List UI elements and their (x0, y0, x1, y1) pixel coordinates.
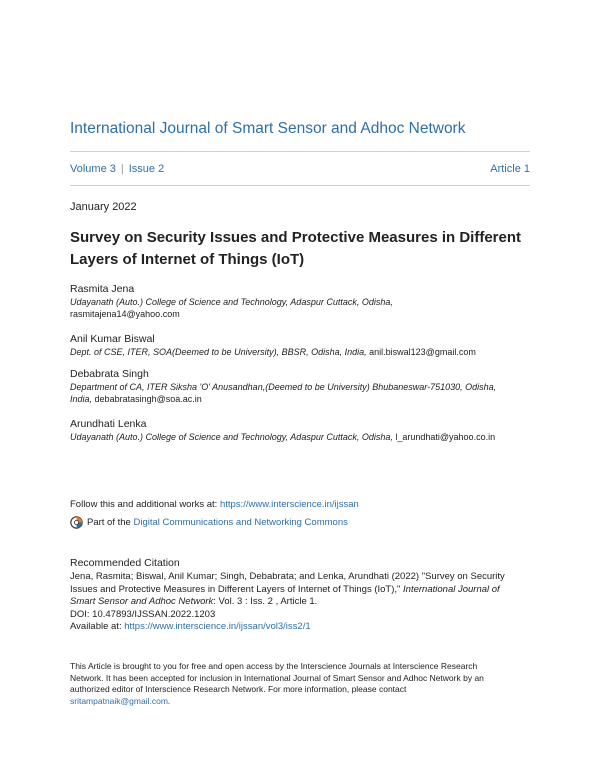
follow-link[interactable]: https://www.interscience.in/ijssan (219, 499, 359, 510)
available-link[interactable]: https://www.interscience.in/ijssan/vol3/iss2/1 (124, 621, 311, 632)
bottom-divider (70, 185, 530, 186)
citation-line (70, 584, 540, 597)
affiliation-text: India, (70, 394, 93, 404)
follow-text: Follow this and additional works at: (70, 499, 218, 510)
affiliation-text: Udayanath (Auto.) College of Science and Technology, Adaspur Cuttack, Odisha, (70, 297, 393, 307)
notice-line: authorized editor of Interscience Research Network. For more information, please contact (70, 684, 407, 694)
commons-link[interactable]: Digital Communications and Networking Commons (133, 517, 348, 528)
available-label: Available at: (70, 621, 122, 632)
publication-date: January 2022 (70, 201, 137, 213)
affiliation-text: Department of CA, ITER Siksha 'O' Anusandhan,(Deemed to be University) Bhubaneswar-751030, Odisha, (70, 382, 497, 392)
author-email: l_arundhati@yahoo.co.in (395, 432, 496, 442)
author-name: Anil Kumar Biswal (70, 333, 155, 345)
author-affiliation-cont (70, 393, 550, 405)
author-affiliation (70, 346, 550, 358)
article-link[interactable]: Article 1 (490, 163, 530, 175)
citation-line (70, 596, 540, 609)
citation-body (70, 571, 540, 634)
commons-network-icon (70, 516, 83, 529)
part-of-line (70, 516, 348, 529)
affiliation-text: Udayanath (Auto.) College of Science and Technology, Adaspur Cuttack, Odisha, (70, 432, 393, 442)
citation-journal: Smart Sensor and Adhoc Network (70, 596, 214, 607)
citation-text: : Vol. 3 : Iss. 2 , Article 1. (213, 596, 318, 607)
citation-heading: Recommended Citation (70, 557, 180, 569)
follow-line (70, 499, 359, 510)
notice-line: Network. It has been accepted for inclusion in International Journal of Smart Sensor and Adhoc Network by an (70, 672, 484, 683)
paper-title-line2: Layers of Internet of Things (IoT) (70, 251, 305, 268)
author-affiliation (70, 381, 550, 393)
notice-line (70, 696, 540, 708)
author-name: Arundhati Lenka (70, 418, 147, 430)
paper-title-line1: Survey on Security Issues and Protective Measures in Different (70, 229, 521, 246)
top-divider (70, 151, 530, 152)
citation-doi: DOI: 10.47893/IJSSAN.2022.1203 (70, 608, 216, 620)
affiliation-text: Dept. of CSE, ITER, SOA(Deemed to be University), BBSR, Odisha, India, (70, 347, 367, 357)
journal-title[interactable]: International Journal of Smart Sensor and Adhoc Network (70, 120, 466, 137)
author-name: Debabrata Singh (70, 368, 149, 380)
citation-text: Issues and Protective Measures in Different Layers of Internet of Things (IoT)," (70, 583, 401, 595)
citation-line: Jena, Rasmita; Biswal, Anil Kumar; Singh, Debabrata; and Lenka, Arundhati (2022) "Survey on Security (70, 571, 505, 582)
citation-journal: International Journal of (403, 583, 500, 595)
author-block (70, 283, 550, 320)
citation-available (70, 621, 540, 634)
author-block (70, 333, 550, 358)
author-email: debabratasingh@soa.ac.in (94, 394, 202, 404)
author-affiliation (70, 431, 550, 443)
issue-link[interactable]: Issue 2 (128, 163, 165, 175)
author-block (70, 368, 550, 405)
author-email: anil.biswal123@gmail.com (369, 347, 476, 357)
part-of-text: Part of the (87, 517, 131, 528)
author-email: rasmitajena14@yahoo.com (70, 309, 180, 319)
contact-email-link[interactable]: sritampatnaik@gmail.com (70, 695, 168, 706)
volume-issue (70, 163, 164, 175)
author-affiliation (70, 296, 550, 308)
paper-title (70, 227, 530, 271)
access-notice (70, 661, 540, 707)
separator: | (120, 163, 124, 175)
notice-line: This Article is brought to you for free and open access by the Interscience Journals at Interscience Research (70, 661, 478, 671)
notice-suffix: . (167, 695, 171, 706)
volume-link[interactable]: Volume 3 (70, 163, 116, 175)
author-name: Rasmita Jena (70, 283, 135, 295)
author-block (70, 418, 550, 443)
